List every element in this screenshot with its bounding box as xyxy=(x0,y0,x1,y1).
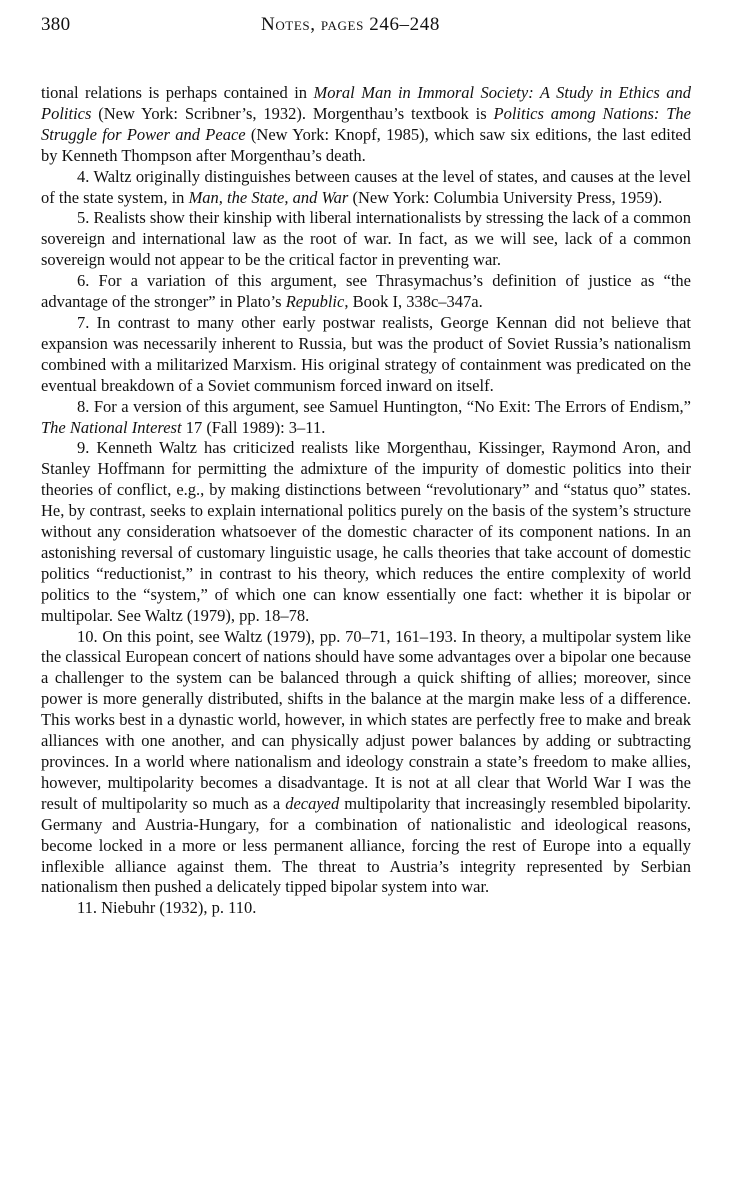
page-header xyxy=(41,14,691,42)
note-text: tional relations is perhaps contained in xyxy=(41,83,314,102)
note-text: In contrast to many other early postwar realists, George Kennan did not believe that expansion was necessarily inherent to Russia, but was the product of Soviet Russia’s nationalism combined with a militarized Marxism. His original strategy of containment was predicated on the eventual breakdown of a Soviet communism forced inward on itself. xyxy=(41,312,691,395)
endnote xyxy=(41,208,691,271)
endnote-number: 11. xyxy=(77,898,98,918)
note-text: (New York: Scribner’s, 1932). Morgenthau’s textbook is xyxy=(91,103,494,123)
endnote-number: 6. xyxy=(77,271,90,291)
endnote-continued xyxy=(41,83,691,167)
note-text: Waltz originally distinguishes between causes at the level of states, and causes at the level of the state system, in xyxy=(41,166,691,207)
note-text: Realists show their kinship with liberal internationalists by stressing the lack of a common sovereign and international law as the root of war. In fact, as we will see, lack of a common sovereign would not appear to be the critical factor in preventing war. xyxy=(41,208,691,270)
endnote-number: 4. xyxy=(77,166,90,186)
note-text: (New York: Knopf, 1985), which saw six editions, the last edited by Kenneth Thompson after Morgenthau’s death. xyxy=(41,124,691,165)
endnote xyxy=(41,313,691,397)
note-text: , Book I, 338c–347a. xyxy=(344,292,483,312)
note-text: Niebuhr (1932), p. 110. xyxy=(101,898,257,918)
page-number: 380 xyxy=(41,14,71,35)
endnote xyxy=(41,898,691,919)
italic-title: Politics among Nations: The Struggle for Power and Peace xyxy=(41,103,691,144)
note-text: For a version of this argument, see Samuel Huntington, “No Exit: The Errors of Endism,” xyxy=(93,396,691,416)
italic-title: The National Interest xyxy=(41,417,182,437)
endnote-number: 5. xyxy=(77,208,90,228)
note-text: For a variation of this argument, see Thrasymachus’s definition of justice as “the advantage of the stronger” in Plato’s xyxy=(41,271,691,312)
endnote xyxy=(41,167,691,209)
italic-title: decayed xyxy=(285,793,340,813)
note-text: 17 (Fall 1989): 3–11. xyxy=(181,417,326,437)
endnote-number: 10. xyxy=(77,626,98,646)
endnote-number: 9. xyxy=(77,438,90,458)
running-head: Notes, pages 246–248 xyxy=(261,14,440,35)
endnote xyxy=(41,627,691,899)
endnote xyxy=(41,271,691,313)
endnote xyxy=(41,397,691,439)
endnotes-list xyxy=(41,83,691,919)
note-text: On this point, see Waltz (1979), pp. 70–71, 161–193. In theory, a multipolar system like the classical European concert of nations should have some advantages over a bipolar one because a challenger to the system can be balanced through a quick shifting of allies; moreover, since power is more generally distributed, shifts in the balance at the margin make less of a difference. This works best in a dynastic world, however, in which states are perfectly free to make and break alliances with one another, and can physically adjust power balances by adding or subtracting provinces. In a world where nationalism and ideology constrain a state’s freedom to make allies, however, multipolarity becomes a disadvantage. It is not at all clear that World War I was the result of multipolarity so much as a xyxy=(41,626,692,813)
endnote-number: 7. xyxy=(77,312,90,332)
endnote-number: 8. xyxy=(77,396,90,416)
endnote xyxy=(41,438,691,626)
note-text: multipolarity that increasingly resembled bipolarity. Germany and Austria-Hungary, for a combination of nationalistic and ideological reasons, become locked in a more or less permanent alliance, forcing the rest of Europe into a equally inflexible alliance against them. The threat to Austria’s integrity represented by Serbian nationalism then pushed a delicately tipped bipolar system into war. xyxy=(41,793,691,897)
italic-title: Republic xyxy=(285,292,345,312)
note-text: (New York: Columbia University Press, 1959). xyxy=(348,187,663,207)
italic-title: Moral Man in Immoral Society: A Study in Ethics and Politics xyxy=(41,83,692,123)
note-text: Kenneth Waltz has criticized realists like Morgenthau, Kissinger, Raymond Aron, and Stanley Hoffmann for permitting the admixture of the impurity of domestic politics into their theories of conflict, e.g., by making distinctions between “revolutionary” and “status quo” states. He, by contrast, seeks to explain international politics purely on the basis of the system’s structure without any consideration whatsoever of the domestic character of its component nations. In an astonishing reversal of customary linguistic usage, he calls theories that take account of domestic politics “reductionist,” in contrast to his theory, which reduces the entire complexity of world politics to the “system,” of which one can know essentially one fact: whether it is bipolar or multipolar. See Waltz (1979), pp. 18–78. xyxy=(41,438,691,625)
italic-title: Man, the State, and War xyxy=(188,187,349,207)
